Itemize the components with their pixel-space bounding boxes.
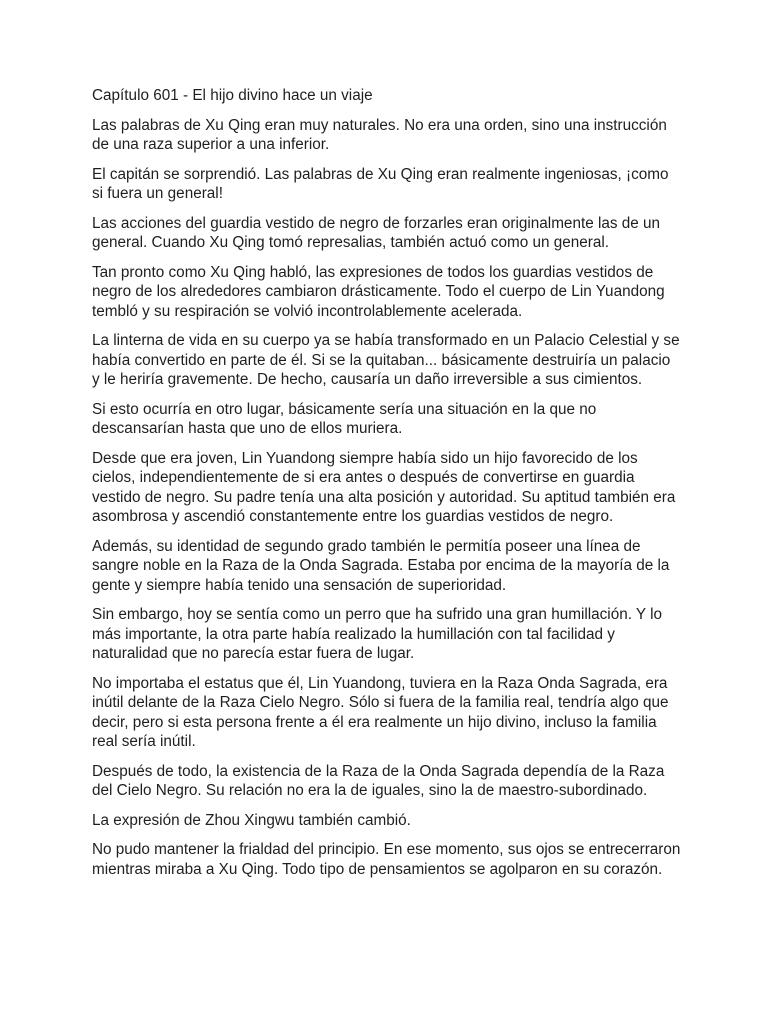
paragraph: Las acciones del guardia vestido de negro de forzarles eran originalmente las de un general. Cuando Xu Qing tomó represalias, también actuó como un general. [92, 214, 661, 251]
paragraph: Tan pronto como Xu Qing habló, las expresiones de todos los guardias vestidos de negro de los alrededores cambiaron drásticamente. Todo el cuerpo de Lin Yuandong tembló y su respiración se volvió incontrolablemente acelerada. [92, 263, 665, 320]
paragraph: La linterna de vida en su cuerpo ya se había transformado en un Palacio Celestial y se había convertido en parte de él. Si se la quitaban... básicamente destruiría un palacio y le heriría gravemente. De hecho, causaría un daño irreversible a sus cimientos. [92, 332, 680, 388]
document-page [92, 86, 682, 889]
paragraph: Desde que era joven, Lin Yuandong siempre había sido un hijo favorecido de los cielos, independientemente de si era antes o después de convertirse en guardia vestido de negro. Su padre tenía una alta posición y autoridad. Su aptitud también era asombrosa y ascendió constantemente entre los guardias vestidos de negro. [92, 449, 676, 525]
paragraph: Las palabras de Xu Qing eran muy naturales. No era una orden, sino una instrucción de una raza superior a una inferior. [92, 116, 667, 153]
chapter-title: Capítulo 601 - El hijo divino hace un viaje [92, 87, 373, 104]
paragraph: Si esto ocurría en otro lugar, básicamente sería una situación en la que no descansarían hasta que uno de ellos muriera. [92, 400, 597, 437]
paragraph: No pudo mantener la frialdad del principio. En ese momento, sus ojos se entrecerraron mientras miraba a Xu Qing. Todo tipo de pensamientos se agolparon en su corazón. [92, 841, 681, 878]
paragraph: La expresión de Zhou Xingwu también cambió. [92, 811, 411, 829]
paragraph: No importaba el estatus que él, Lin Yuandong, tuviera en la Raza Onda Sagrada, era inútil delante de la Raza Cielo Negro. Sólo si fuera de la familia real, tendría algo que decir, pero si esta persona frente a él era realmente un hijo divino, incluso la familia real sería inútil. [92, 674, 669, 750]
paragraph: Después de todo, la existencia de la Raza de la Onda Sagrada dependía de la Raza del Cielo Negro. Su relación no era la de iguales, sino la de maestro-subordinado. [92, 762, 665, 799]
paragraph: Además, su identidad de segundo grado también le permitía poseer una línea de sangre noble en la Raza de la Onda Sagrada. Estaba por encima de la mayoría de la gente y siempre había tenido una sensación de superioridad. [92, 537, 670, 594]
paragraph: El capitán se sorprendió. Las palabras de Xu Qing eran realmente ingeniosas, ¡como si fuera un general! [92, 165, 669, 202]
paragraph: Sin embargo, hoy se sentía como un perro que ha sufrido una gran humillación. Y lo más importante, la otra parte había realizado la humillación con tal facilidad y naturalidad que no parecía estar fuera de lugar. [92, 606, 663, 662]
